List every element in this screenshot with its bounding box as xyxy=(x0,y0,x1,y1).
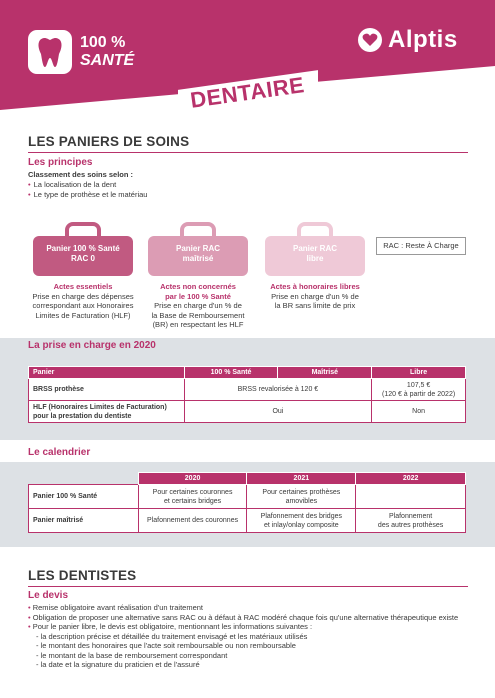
divider xyxy=(28,586,468,587)
heart-icon xyxy=(358,28,382,52)
table-header: 2022 xyxy=(356,473,466,485)
basket-caption-2: Actes non concernés par le 100 % Santé Prise en charge d'un % de la Base de Remboursement (BR) en respectant les HLF xyxy=(151,282,245,329)
list-item: • La localisation de la dent xyxy=(28,180,117,189)
prise-table xyxy=(28,366,466,423)
list-item: - le montant des honoraires que l'acte soit remboursable ou non remboursable xyxy=(36,641,296,650)
divider xyxy=(28,152,468,153)
principes-lead: Classement des soins selon : xyxy=(28,170,134,179)
calendrier-title: Le calendrier xyxy=(28,447,91,458)
calendrier-table xyxy=(28,472,466,533)
list-item: - la description précise et détaillée du traitement envisagé et les matériaux utilisés xyxy=(36,631,308,641)
table-header: Panier xyxy=(29,367,185,379)
basket-caption-1: Actes essentiels Prise en charge des dépenses correspondant aux Honoraires Limites de Facturation (HLF) xyxy=(32,282,134,320)
tooth-icon xyxy=(36,36,64,68)
section-title-dentistes: LES DENTISTES xyxy=(28,568,137,583)
list-item: - le montant de la base de remboursement correspondant xyxy=(36,650,228,660)
table-row: HLF (Honoraires Limites de Facturation) pour la prestation du dentiste Oui Non xyxy=(29,401,466,423)
tooth-badge xyxy=(28,30,72,74)
dentaire-title: DENTAIRE xyxy=(188,72,306,113)
table-header: Maîtrisé xyxy=(278,367,372,379)
section-title-paniers: LES PANIERS DE SOINS xyxy=(28,134,190,149)
devis-list xyxy=(28,603,468,670)
badge-sante: SANTÉ xyxy=(80,52,135,69)
basket-caption-3: Actes à honoraires libres Prise en charge d'un % de la BR sans limite de prix xyxy=(270,282,360,310)
table-row: Panier maîtrisé Plafonnement des couronnes Plafonnement des bridges et inlay/onlay composite Plafonnement des autres prothèses xyxy=(29,509,466,533)
rac-note: RAC : Reste À Charge xyxy=(376,237,466,255)
list-item: - la date et la signature du praticien et de l'assuré xyxy=(36,660,200,669)
criteria-list xyxy=(28,180,147,199)
list-item: • Le type de prothèse et le matériau xyxy=(28,189,148,199)
table-row: BRSS prothèse BRSS revalorisée à 120 € 107,5 € (120 € à partir de 2022) xyxy=(29,379,466,401)
badge-100: 100 % xyxy=(80,34,126,51)
table-header: Libre xyxy=(372,367,466,379)
table-row: Panier 100 % Santé Pour certaines couronnes et certains bridges Pour certaines prothèses amovibles xyxy=(29,485,466,509)
list-item: • Obligation de proposer une alternative sans RAC ou à défaut à RAC modéré chaque fois qu'une alternative thérapeutique existe xyxy=(28,612,459,622)
table-header: 2021 xyxy=(247,473,356,485)
table-header: 100 % Santé xyxy=(184,367,278,379)
list-item: • Remise obligatoire avant réalisation d'un traitement xyxy=(28,603,203,612)
devis-title: Le devis xyxy=(28,590,69,601)
page-header xyxy=(0,0,495,113)
prise-title: La prise en charge en 2020 xyxy=(28,340,156,351)
list-item: • Pour le panier libre, le devis est obligatoire, mentionnant les informations suivantes : xyxy=(28,622,313,631)
table-header: 2020 xyxy=(138,473,247,485)
principes-title: Les principes xyxy=(28,157,93,168)
logo-text: Alptis xyxy=(388,26,458,53)
alptis-logo xyxy=(350,22,480,60)
